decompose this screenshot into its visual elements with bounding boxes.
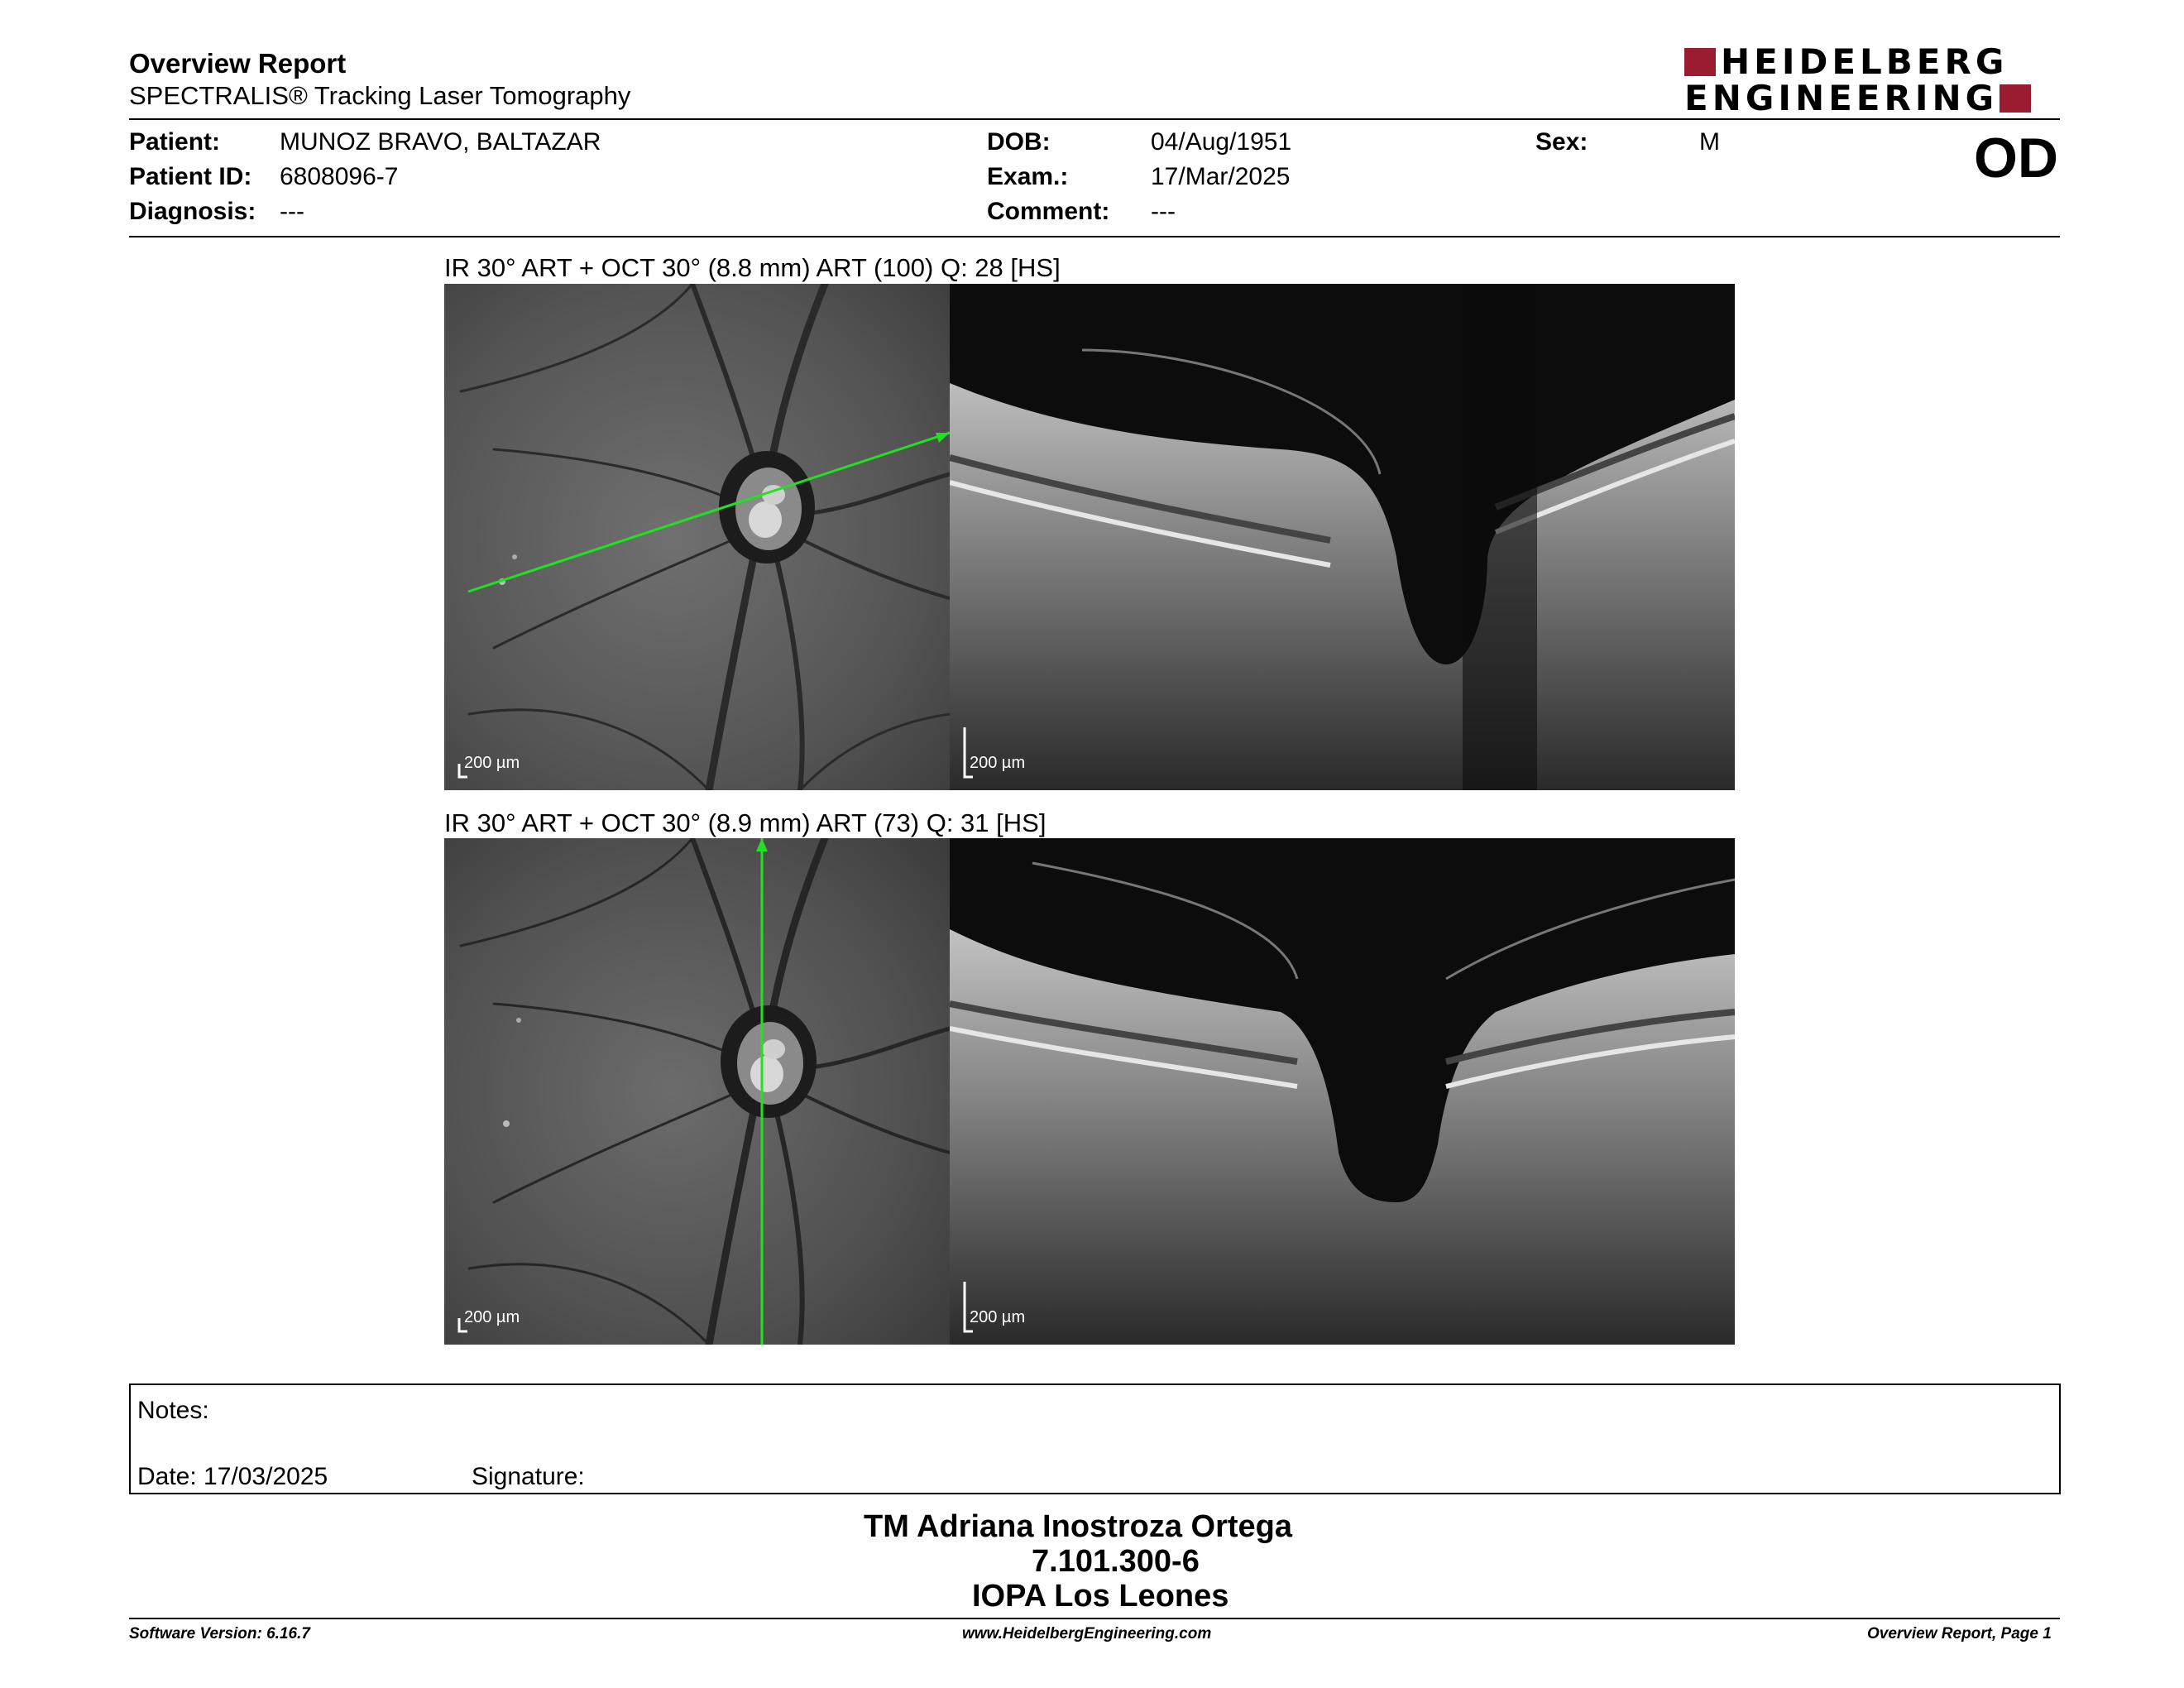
- comment-label: Comment:: [987, 198, 1110, 225]
- scan2-oct-svg: [950, 838, 1735, 1345]
- scan2-fundus-svg: [444, 838, 950, 1345]
- sex-value: M: [1699, 128, 1720, 156]
- scan1-oct-scale: 200 µm: [970, 754, 1026, 772]
- scan1-title: IR 30° ART + OCT 30° (8.8 mm) ART (100) Q: 28 [HS]: [444, 253, 1061, 282]
- exam-label: Exam.:: [987, 163, 1069, 190]
- signer-id: 7.101.300-6: [1032, 1544, 1200, 1579]
- software-version: Software Version: 6.16.7: [129, 1625, 310, 1642]
- scan1-oct-image: [950, 284, 1735, 790]
- patient-id: 6808096-7: [280, 163, 399, 190]
- scan1-oct-svg: [950, 284, 1735, 790]
- patient-name: MUNOZ BRAVO, BALTAZAR: [280, 128, 601, 156]
- dob-label: DOB:: [987, 128, 1051, 156]
- scan2-oct-image: [950, 838, 1735, 1345]
- scan2-fundus-image: [444, 838, 950, 1345]
- diagnosis-label: Diagnosis:: [129, 198, 256, 225]
- scan2-oct-scale: 200 µm: [970, 1308, 1026, 1326]
- scan2-title: IR 30° ART + OCT 30° (8.9 mm) ART (73) Q: 31 [HS]: [444, 808, 1046, 837]
- scan1-fundus-image: [444, 284, 950, 790]
- report-subtitle: SPECTRALIS® Tracking Laser Tomography: [129, 81, 631, 110]
- signature-label: Signature:: [472, 1463, 585, 1490]
- logo-square-right: [2000, 84, 2031, 113]
- diagnosis-value: ---: [280, 198, 304, 225]
- comment-value: ---: [1151, 198, 1176, 225]
- footer-divider: [129, 1618, 2060, 1619]
- page-number: Overview Report, Page 1: [1867, 1625, 2052, 1642]
- scan2-fundus-scale: 200 µm: [464, 1308, 520, 1326]
- patient-id-label: Patient ID:: [129, 163, 252, 190]
- patient-label: Patient:: [129, 128, 221, 156]
- dob-value: 04/Aug/1951: [1151, 128, 1292, 156]
- notes-date: Date: 17/03/2025: [137, 1463, 328, 1490]
- notes-label: Notes:: [137, 1397, 209, 1424]
- logo-text-line2: ENGINEERING: [1684, 78, 1999, 118]
- website-link[interactable]: www.HeidelbergEngineering.com: [962, 1625, 1212, 1642]
- signer-name: TM Adriana Inostroza Ortega: [864, 1509, 1292, 1544]
- exam-value: 17/Mar/2025: [1151, 163, 1291, 190]
- logo-text-line1: HEIDELBERG: [1721, 41, 2009, 82]
- patient-divider: [129, 236, 2060, 237]
- scan1-fundus-scale: 200 µm: [464, 754, 520, 772]
- eye-laterality: OD: [1974, 127, 2058, 189]
- heidelberg-logo: [1684, 41, 2062, 118]
- header-divider: [129, 118, 2060, 120]
- logo-square-left: [1684, 48, 1716, 76]
- notes-box: [129, 1383, 2061, 1494]
- sex-label: Sex:: [1535, 128, 1588, 156]
- signer-institution: IOPA Los Leones: [972, 1579, 1229, 1614]
- scan1-fundus-svg: [444, 284, 950, 790]
- report-title: Overview Report: [129, 48, 347, 79]
